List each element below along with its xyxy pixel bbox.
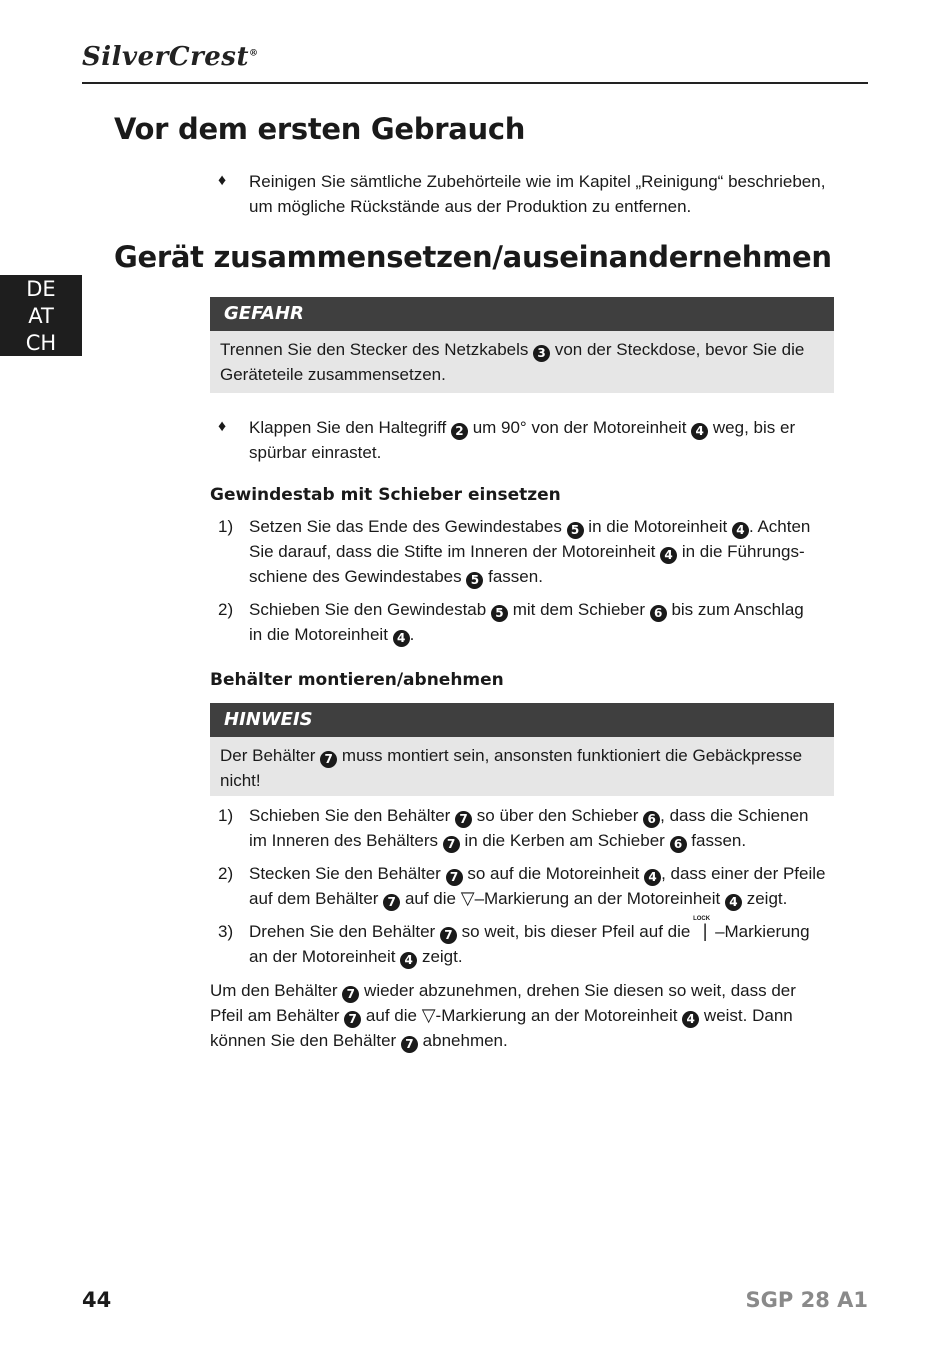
diamond-bullet-icon: ♦	[218, 172, 227, 189]
ref-number-icon: 2	[451, 423, 468, 440]
ref-number-icon: 4	[393, 630, 410, 647]
ref-number-icon: 4	[682, 1011, 699, 1028]
removal-paragraph: Um den Behälter 7 wieder abzunehmen, drehen Sie diesen so weit, dass der Pfeil am Behälter 7 auf die ▽-Markierung an der Motoreinheit 4 weist. Dann können Sie den Behälter 7 abnehmen.	[210, 981, 796, 1051]
danger-box-header: GEFAHR	[210, 297, 834, 331]
handle-text: Klappen Sie den Haltegriff 2 um 90° von der Motoreinheit 4 weg, bis er spürbar einrastet.	[249, 418, 796, 462]
section-title-first-use: Vor dem ersten Gebrauch	[114, 112, 526, 146]
step-number: 1)	[218, 517, 234, 536]
ref-number-icon: 7	[455, 811, 472, 828]
step-number: 2)	[218, 600, 234, 619]
step-number: 3)	[218, 922, 234, 941]
ref-3-icon: 3	[533, 345, 550, 362]
step-text: Stecken Sie den Behälter 7 so auf die Motoreinheit 4 , dass einer der Pfeile auf dem Behälter 7 auf die ▽–Markierung an der Motoreinheit 4 zeigt.	[249, 864, 826, 909]
ref-number-icon: 7	[401, 1036, 418, 1053]
ref-number-icon: 7	[344, 1011, 361, 1028]
note-box-header: HINWEIS	[210, 703, 834, 737]
ref-number-icon: 4	[644, 869, 661, 886]
ref-number-icon: 7	[383, 894, 400, 911]
brand-logo: SilverCrest®	[82, 42, 259, 72]
triangle-marker-icon: ▽	[460, 888, 475, 908]
ref-number-icon: 6	[650, 605, 667, 622]
diamond-bullet-icon: ♦	[218, 418, 227, 435]
ref-number-icon: 7	[443, 836, 460, 853]
danger-box-body: Trennen Sie den Stecker des Netzkabels 3 von der Steckdose, bevor Sie die Geräteteile zusammensetzen.	[210, 331, 834, 393]
step-text: Schieben Sie den Behälter 7 so über den Schieber 6 , dass die Schienen im Inneren des Behälters 7 in die Kerben am Schieber 6 fassen.	[249, 806, 809, 851]
ref-number-icon: 4	[732, 522, 749, 539]
lang-ch: CH	[25, 331, 57, 355]
ref-number-icon: 5	[491, 605, 508, 622]
ref-number-icon: 7	[342, 986, 359, 1003]
note-box-body: Der Behälter 7 muss montiert sein, ansonsten funktioniert die Gebäckpresse nicht!	[210, 737, 834, 796]
header-rule	[82, 82, 868, 84]
lang-at: AT	[28, 304, 54, 328]
step-number: 1)	[218, 806, 234, 825]
ref-number-icon: 4	[400, 952, 417, 969]
ref-number-icon: 7	[446, 869, 463, 886]
page-number: 44	[82, 1288, 112, 1312]
ref-number-icon: 6	[643, 811, 660, 828]
section-title-assembly: Gerät zusammensetzen/auseinandernehmen	[114, 240, 832, 274]
subheading-container: Behälter montieren/abnehmen	[210, 670, 504, 690]
ref-number-icon: 5	[466, 572, 483, 589]
ref-number-icon: 4	[691, 423, 708, 440]
step-text: Setzen Sie das Ende des Gewindestabes 5 in die Motoreinheit 4 . Achten Sie darauf, dass die Stifte im Inneren der Motoreinheit 4 in die Führungs- schiene des Gewindestabes 5 fassen.	[249, 517, 811, 587]
ref-number-icon: 6	[670, 836, 687, 853]
step-text: Schieben Sie den Gewindestab 5 mit dem Schieber 6 bis zum Anschlag in die Motoreinheit 4 .	[249, 600, 804, 645]
subheading-threaded-rod: Gewindestab mit Schieber einsetzen	[210, 485, 561, 505]
ref-number-icon: 7	[440, 927, 457, 944]
ref-number-icon: 4	[660, 547, 677, 564]
step-text: Drehen Sie den Behälter 7 so weit, bis dieser Pfeil auf die LOCK | –Markierung an der Motoreinheit 4 zeigt.	[249, 916, 810, 967]
lang-de: DE	[26, 277, 56, 301]
triangle-marker-icon: ▽	[421, 1005, 436, 1025]
ref-number-icon: 5	[567, 522, 584, 539]
first-use-text: Reinigen Sie sämtliche Zubehörteile wie im Kapitel „Reinigung“ beschrieben, um mögliche Rückstände aus der Produktion zu entfernen.	[249, 172, 826, 216]
lock-marker-icon: LOCK |	[693, 916, 711, 941]
step-number: 2)	[218, 864, 234, 883]
model-number: SGP 28 A1	[745, 1288, 868, 1312]
ref-number-icon: 4	[725, 894, 742, 911]
language-tab	[0, 275, 82, 356]
ref-number-icon: 7	[320, 751, 337, 768]
